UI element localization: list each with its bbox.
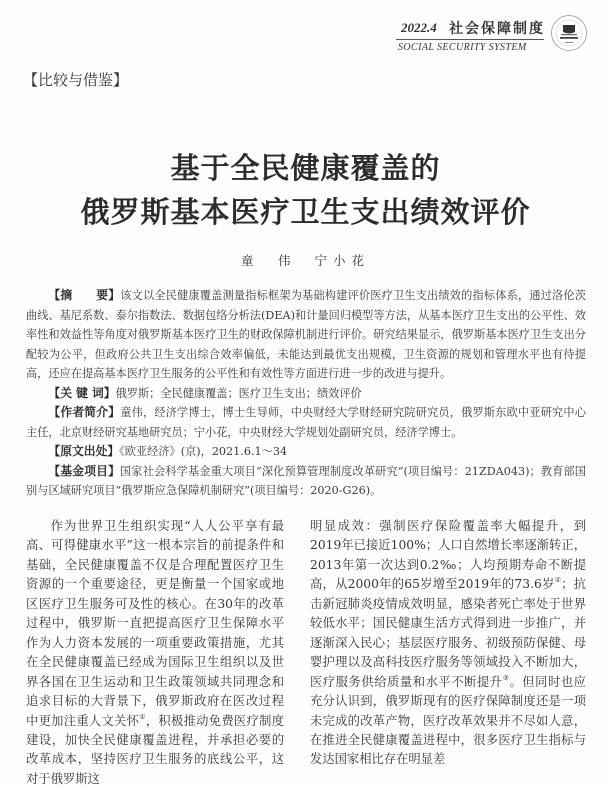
article-title-line-2: 俄罗斯基本医疗卫生支出绩效评价	[80, 195, 531, 229]
keywords-label: 【关 键 词】	[48, 385, 116, 400]
seal-icon	[550, 14, 588, 52]
abstract	[26, 286, 586, 384]
author-name: 宁小花	[314, 253, 371, 268]
body-text: ，积极推动免费医疗制度建设，加快全民健康覆盖进程，并承担必要的改革成本，坚持医疗卫生服务的底线公平，这对于俄罗斯这	[26, 713, 284, 786]
issue-number: 2022.4	[401, 20, 437, 35]
header-rule	[396, 39, 544, 40]
source-text: 《欧亚经济》(京)，2021.6.1～34	[119, 445, 288, 458]
keywords-text: 俄罗斯；全民健康覆盖；医疗卫生支出；绩效评价	[115, 386, 362, 400]
fund	[26, 462, 586, 501]
article-metadata	[26, 286, 586, 501]
keywords	[26, 384, 586, 404]
fund-label: 【基金项目】	[48, 463, 121, 478]
body-text: ；抗击新冠肺炎疫情成效明显，感染者死亡率处于世界较低水平；国民健康生活方式得到进一步推广，并逐渐深入民心；基层医疗服务、初级预防保健、母婴护理以及高科技医疗服务等领域投入不断加大，医疗服务供给质量和水平不断提升	[310, 577, 586, 689]
author-bio-label: 【作者简介】	[48, 405, 121, 419]
body-text: 作为世界卫生组织实现“人人公平享有最高、可得健康水平”这一根本宗旨的前提条件和基础，全民健康覆盖不仅是合理配置医疗卫生资源的一个重要途径，更是衡量一个国家或地区医疗卫生服务可及性的核心。在30年的改革过程中，俄罗斯一直把提高医疗卫生保障水平作为人力资本发展的一项重要政策措施，尤其在全民健康覆盖已经成为国际卫生组织以及世界各国在卫生运动和卫生政策领域共同理念和追求目标的大背景下，俄罗斯政府在医改过程中更加注重人文关怀	[26, 519, 284, 728]
footnote-ref: ③	[502, 673, 510, 682]
author-list	[0, 251, 611, 269]
journal-name-en: SOCIAL SECURITY SYSTEM	[398, 42, 527, 53]
source-label: 【原文出处】	[48, 444, 120, 458]
article-title-line-1: 基于全民健康覆盖的	[170, 151, 441, 185]
footnote-ref: ①	[139, 712, 146, 721]
body-text: 明显成效：强制医疗保险覆盖率大幅提升，到2019年已接近100%；人口自然增长率逐渐转正，2013年第一次达到0.2‰；人均预期寿命不断提高，从2000年的65岁增至2019年的73.6岁	[310, 519, 586, 592]
body-text: 。但同时也应充分认识到，俄罗斯现有的医疗保障制度还是一项未完成的改革产物，医疗改革效果并不尽如人意，在推进全民健康覆盖进程中，很多医疗卫生指标与发达国家相比存在明显差	[310, 674, 586, 767]
body-column-left	[26, 517, 284, 789]
footnote-ref: ②	[554, 576, 562, 585]
body-paragraph	[310, 517, 586, 770]
journal-seal-logo	[550, 14, 588, 52]
body-paragraph	[26, 517, 284, 789]
abstract-label: 【摘 要】	[48, 288, 121, 302]
source	[26, 442, 586, 462]
abstract-text: 该文以全民健康覆盖测量指标框架为基础构建评价医疗卫生支出绩效的指标体系，通过洛伦茨曲线、基尼系数、泰尔指数法、数据包络分析法(DEA)和计量回归模型等方法，从基本医疗卫生支出的公平性、效率性和效益性等角度对俄罗斯基本医疗卫生的财政保障机制进行评价。研究结果显示，俄罗斯基本医疗卫生支出分配较为公平，但政府公共卫生支出综合效率偏低，未能达到最优支出规模，卫生资源的规划和管理水平也有待提高，还应在提高基本医疗卫生服务的公平性和有效性等方面进行进一步的改进与提升。	[26, 289, 586, 380]
author-name: 童 伟	[240, 253, 297, 268]
author-bio	[26, 403, 586, 442]
body-column-right	[310, 517, 586, 770]
fund-text: 国家社会科学基金重大项目“深化预算管理制度改革研究”(项目编号：21ZDA043)；教育部国别与区域研究项目“俄罗斯应急保障机制研究”(项目编号：2020-G26)。	[26, 464, 586, 497]
journal-name-cn: 社会保障制度	[449, 21, 545, 37]
author-bio-text: 童伟，经济学博士，博士生导师，中央财经大学财经研究院研究员，俄罗斯东欧中亚研究中心主任，北京财经研究基地研究员；宁小花，中央财经大学规划处副研究员，经济学博士。	[26, 406, 586, 439]
section-tag: 【比较与借鉴】	[23, 71, 129, 89]
